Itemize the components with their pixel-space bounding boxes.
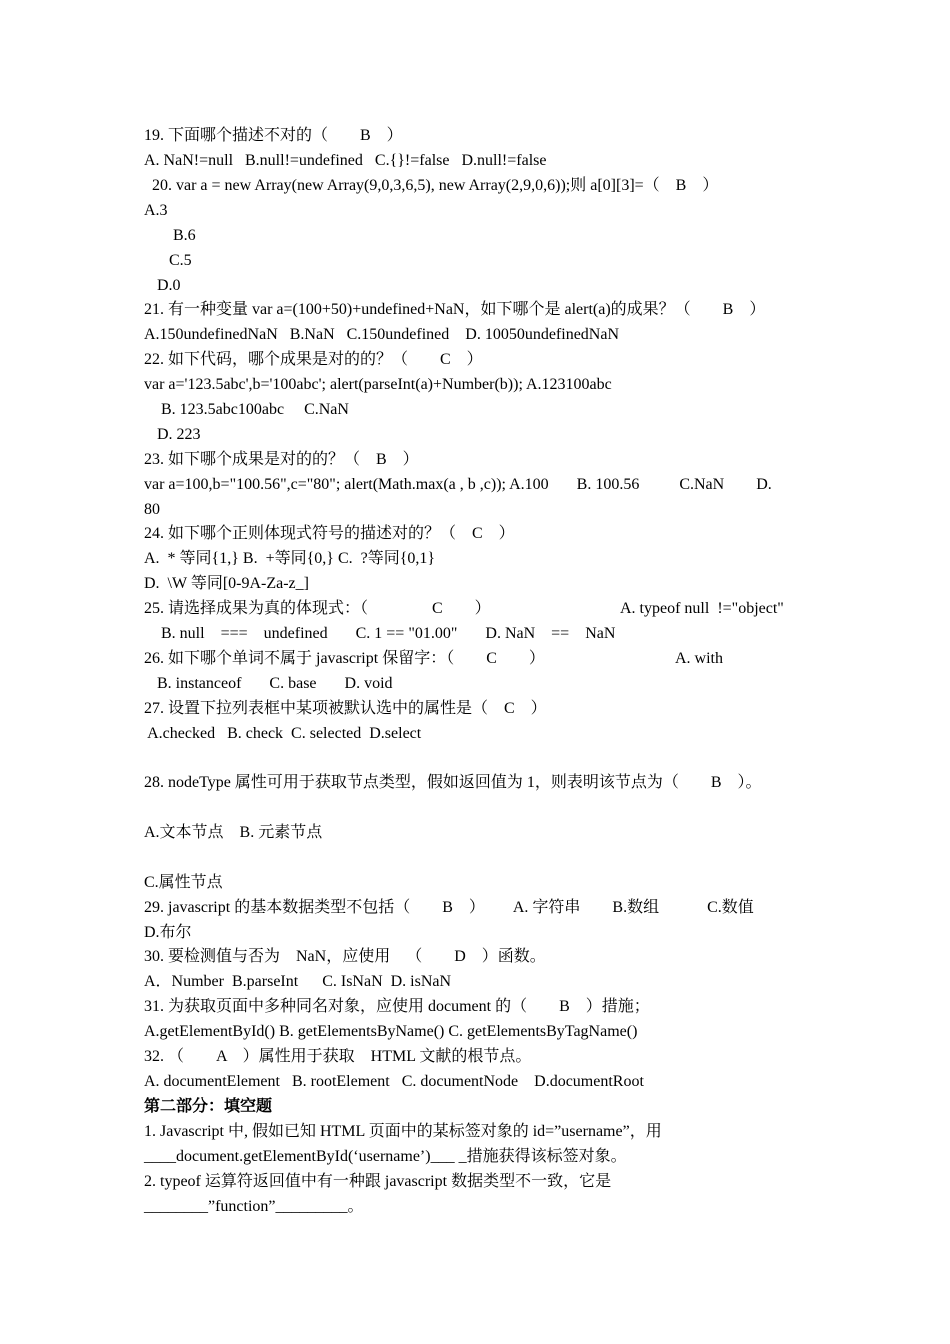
- q21-title: 21. 有一种变量 var a=(100+50)+undefined+NaN，如下哪个是 alert(a)的成果？（ B ）: [144, 301, 766, 318]
- q32-title: 32. （ A ）属性用于获取 HTML 文献的根节点。: [144, 1048, 532, 1065]
- q24-options-abc: A. * 等同{1,} B. +等同{0,} C. ?等同{0,1}: [144, 550, 436, 567]
- q26-options-bcd: B. instanceof C. base D. void: [157, 675, 393, 692]
- fill-2-line-2: ________”function”_________。: [144, 1198, 364, 1215]
- q23-title: 23. 如下哪个成果是对的的？（ B ）: [144, 451, 419, 468]
- q30-title: 30. 要检测值与否为 NaN，应使用 （ D ）函数。: [144, 948, 546, 965]
- q26-option-a: A. with: [675, 650, 723, 667]
- q20-title: 20. var a = new Array(new Array(9,0,3,6,5), new Array(2,9,0,6));则 a[0][3]=（ B ）: [144, 177, 719, 194]
- q22-title: 22. 如下代码，哪个成果是对的的？（ C ）: [144, 351, 483, 368]
- q23-continuation: 80: [144, 501, 160, 518]
- q22-code: var a='123.5abc',b='100abc'; alert(parseInt(a)+Number(b)); A.123100abc: [144, 376, 612, 393]
- q31-options: A.getElementById() B. getElementsByName() C. getElementsByTagName(): [144, 1023, 638, 1040]
- q20-option-b: B.6: [173, 227, 196, 244]
- q27-options: A.checked B. check C. selected D.select: [144, 725, 422, 742]
- q30-options: A．Number B.parseInt C. IsNaN D. isNaN: [144, 973, 452, 990]
- q31-title: 31. 为获取页面中多种同名对象，应使用 document 的（ B ）措施；: [144, 998, 650, 1015]
- q27-title: 27. 设置下拉列表框中某项被默认选中的属性是（ C ）: [144, 700, 547, 717]
- q23-code: var a=100,b="100.56",c="80"; alert(Math.max(a , b ,c)); A.100 B. 100.56 C.NaN D.: [144, 476, 772, 493]
- q29-title: 29. javascript 的基本数据类型不包括（ B ） A. 字符串 B.数组 C.数值: [144, 899, 754, 916]
- q26-title: 26. 如下哪个单词不属于 javascript 保留字：（ C ）: [144, 650, 545, 667]
- q25-option-a: A. typeof null !="object": [620, 600, 784, 617]
- q28-options-ab: A.文本节点 B. 元素节点: [144, 824, 323, 841]
- fill-2-line-1: 2. typeof 运算符返回值中有一种跟 javascript 数据类型不一致，它是: [144, 1173, 612, 1190]
- section-heading: 第二部分：填空题: [144, 1098, 273, 1115]
- q28-option-c: C.属性节点: [144, 874, 223, 891]
- q24-title: 24. 如下哪个正则体现式符号的描述对的？（ C ）: [144, 525, 515, 542]
- q19-options: A. NaN!=null B.null!=undefined C.{}!=false D.null!=false: [144, 152, 547, 169]
- q28-title: 28. nodeType 属性可用于获取节点类型，假如返回值为 1，则表明该节点为（ B ）。: [144, 774, 762, 791]
- fill-1-line-2: ____document.getElementById(‘username’)___ _措施获得该标签对象。: [144, 1148, 627, 1165]
- q29-continuation: D.布尔: [144, 924, 192, 941]
- q22-option-d: D. 223: [157, 426, 201, 443]
- q25-title: 25. 请选择成果为真的体现式：（ C ）: [144, 600, 491, 617]
- q22-options-bc: B. 123.5abc100abc C.NaN: [161, 401, 349, 418]
- q32-options: A. documentElement B. rootElement C. documentNode D.documentRoot: [144, 1073, 644, 1090]
- q25-options-bcd: B. null === undefined C. 1 == "01.00" D. NaN == NaN: [161, 625, 616, 642]
- q19-title: 19. 下面哪个描述不对的（ B ）: [144, 127, 403, 144]
- q20-option-c: C.5: [169, 252, 192, 269]
- q24-option-d: D. \W 等同[0-9A-Za-z_]: [144, 575, 309, 592]
- q21-options: A.150undefinedNaN B.NaN C.150undefined D. 10050undefinedNaN: [144, 326, 620, 343]
- q20-option-d: D.0: [157, 277, 181, 294]
- fill-1-line-1: 1. Javascript 中, 假如已知 HTML 页面中的某标签对象的 id=”username”，用: [144, 1123, 662, 1140]
- q20-option-a: A.3: [144, 202, 168, 219]
